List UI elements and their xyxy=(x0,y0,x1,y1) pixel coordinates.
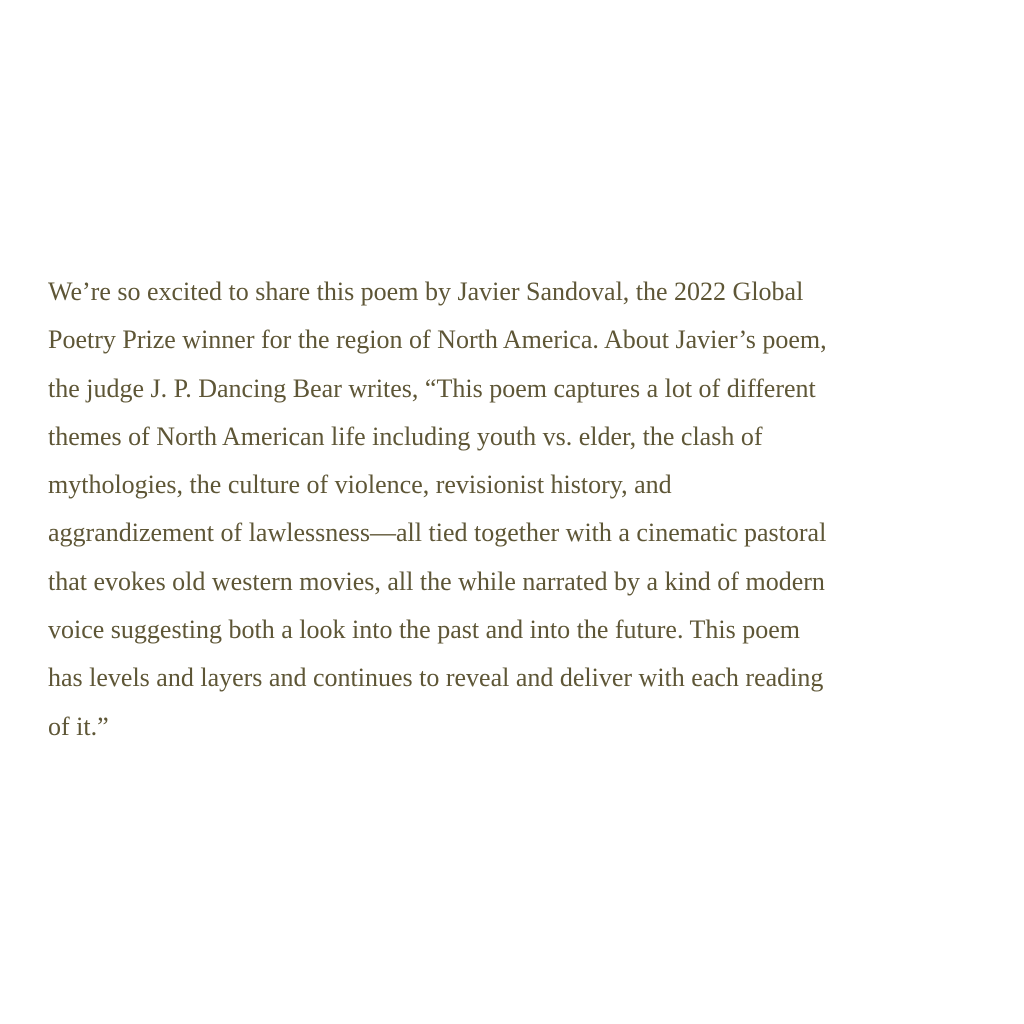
paragraph-line: voice suggesting both a look into the past and into the future. This poem xyxy=(48,615,800,645)
paragraph-line: themes of North American life including youth vs. elder, the clash of xyxy=(48,421,763,451)
paragraph-line: aggrandizement of lawlessness—all tied together with a cinematic pastoral xyxy=(48,518,827,548)
paragraph-line: the judge J. P. Dancing Bear writes, “This poem captures a lot of different xyxy=(48,373,816,403)
paragraph-line: has levels and layers and continues to reveal and deliver with each reading xyxy=(48,663,824,693)
paragraph-line: of it.” xyxy=(48,711,109,741)
paragraph-line: that evokes old western movies, all the while narrated by a kind of modern xyxy=(48,566,825,596)
paragraph-line: We’re so excited to share this poem by Javier Sandoval, the 2022 Global xyxy=(48,277,804,306)
paragraph-line: Poetry Prize winner for the region of North America. About Javier’s poem, xyxy=(48,325,827,355)
announcement-paragraph xyxy=(48,268,988,751)
paragraph-line: mythologies, the culture of violence, revisionist history, and xyxy=(48,470,672,500)
